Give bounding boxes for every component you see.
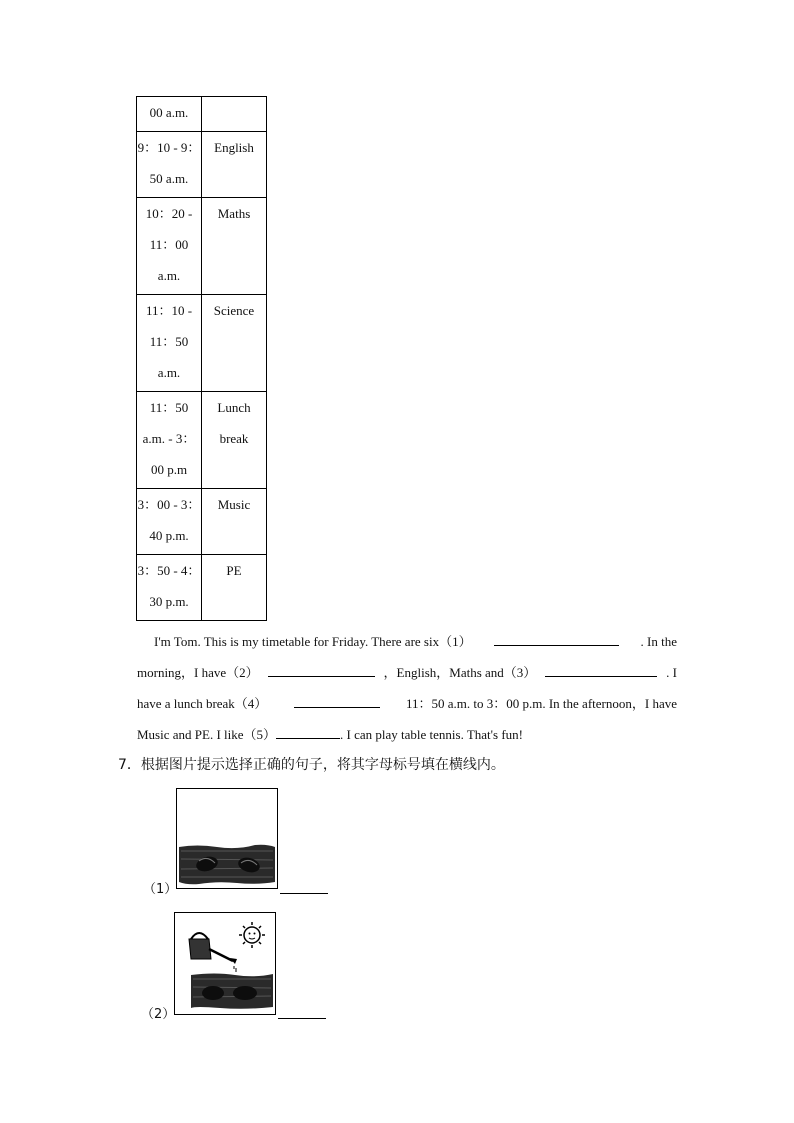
answer-line-2[interactable]: [278, 1017, 326, 1019]
time-cell-text: 00 p.m: [150, 462, 188, 477]
answer-blank-1[interactable]: [494, 631, 619, 646]
picture-seeds-in-soil: [176, 788, 278, 889]
item-1-label: （1）: [143, 882, 178, 897]
answer-blank-2[interactable]: [268, 662, 375, 677]
subject-cell: [202, 489, 267, 555]
passage-line-4: [137, 719, 677, 750]
subject-cell-text: Science: [213, 303, 255, 318]
passage-line-2: [137, 657, 677, 688]
passage-text: have a lunch break（4）: [137, 696, 268, 711]
subject-cell-text: Music: [217, 497, 251, 512]
time-cell-text: 9：10 - 9：: [137, 140, 201, 155]
subject-cell: [202, 198, 267, 295]
subject-cell-text: PE: [226, 563, 242, 578]
time-cell-text: 00 a.m.: [149, 105, 189, 120]
time-cell-text: 11：10 -: [145, 303, 193, 318]
passage-text: ，English，Maths and（3）: [383, 665, 537, 680]
subject-cell: [202, 132, 267, 198]
time-cell-text: a.m.: [157, 365, 181, 380]
timetable-row: [137, 198, 267, 295]
timetable-row: [137, 295, 267, 392]
passage-text: . I: [666, 665, 677, 680]
subject-cell-text: break: [219, 431, 249, 446]
passage-text: morning，I have（2）: [137, 665, 259, 680]
passage-text: 11：50 a.m. to 3：00 p.m. In the afternoon，I have: [405, 696, 677, 711]
subject-cell-text: Lunch: [217, 400, 251, 415]
time-cell: [137, 198, 202, 295]
time-cell: [137, 97, 202, 132]
cloze-passage: [137, 626, 677, 750]
time-cell-text: 40 p.m.: [149, 528, 189, 543]
answer-blank-5[interactable]: [276, 724, 340, 739]
answer-blank-4[interactable]: [294, 693, 380, 708]
passage-line-3: [137, 688, 677, 719]
subject-cell: [202, 392, 267, 489]
answer-line-1[interactable]: [280, 892, 328, 894]
seeds-soil-illustration: [177, 789, 277, 888]
question-7-title: 7．根据图片提示选择正确的句子，将其字母标号填在横线内。: [118, 757, 505, 773]
subject-cell: [202, 295, 267, 392]
sun-icon: [239, 922, 265, 948]
time-cell-text: 11：00: [149, 237, 189, 252]
timetable: [136, 96, 267, 621]
subject-cell: [202, 555, 267, 621]
passage-text: . I can play table tennis. That's fun!: [340, 727, 523, 742]
time-cell-text: 3：00 - 3：: [137, 497, 201, 512]
subject-cell: [202, 97, 267, 132]
passage-text: Music and PE. I like（5）: [137, 727, 277, 742]
timetable-row: [137, 392, 267, 489]
subject-cell-text: English: [214, 140, 254, 155]
passage-text: I'm Tom. This is my timetable for Friday. There are six（1）: [154, 634, 472, 649]
time-cell-text: a.m. - 3：: [142, 431, 196, 446]
time-cell-text: 3：50 - 4：: [137, 563, 201, 578]
time-cell: [137, 555, 202, 621]
timetable-row: [137, 489, 267, 555]
time-cell: [137, 392, 202, 489]
watering-can-icon: [189, 933, 237, 972]
time-cell-text: 11：50: [149, 334, 189, 349]
picture-watering-seeds: [174, 912, 276, 1015]
time-cell-text: 30 p.m.: [149, 594, 189, 609]
item-2-label: （2）: [141, 1007, 176, 1022]
timetable-row: [137, 97, 267, 132]
timetable-row: [137, 132, 267, 198]
time-cell: [137, 295, 202, 392]
passage-text: . In the: [640, 634, 677, 649]
time-cell: [137, 489, 202, 555]
passage-line-1: [137, 626, 677, 657]
time-cell-text: 50 a.m.: [149, 171, 189, 186]
time-cell-text: 11：50: [149, 400, 189, 415]
time-cell-text: a.m.: [157, 268, 181, 283]
subject-cell-text: Maths: [217, 206, 251, 221]
watering-can-sun-illustration: [175, 913, 275, 1014]
time-cell-text: 10：20 -: [145, 206, 193, 221]
time-cell: [137, 132, 202, 198]
answer-blank-3[interactable]: [545, 662, 657, 677]
timetable-row: [137, 555, 267, 621]
